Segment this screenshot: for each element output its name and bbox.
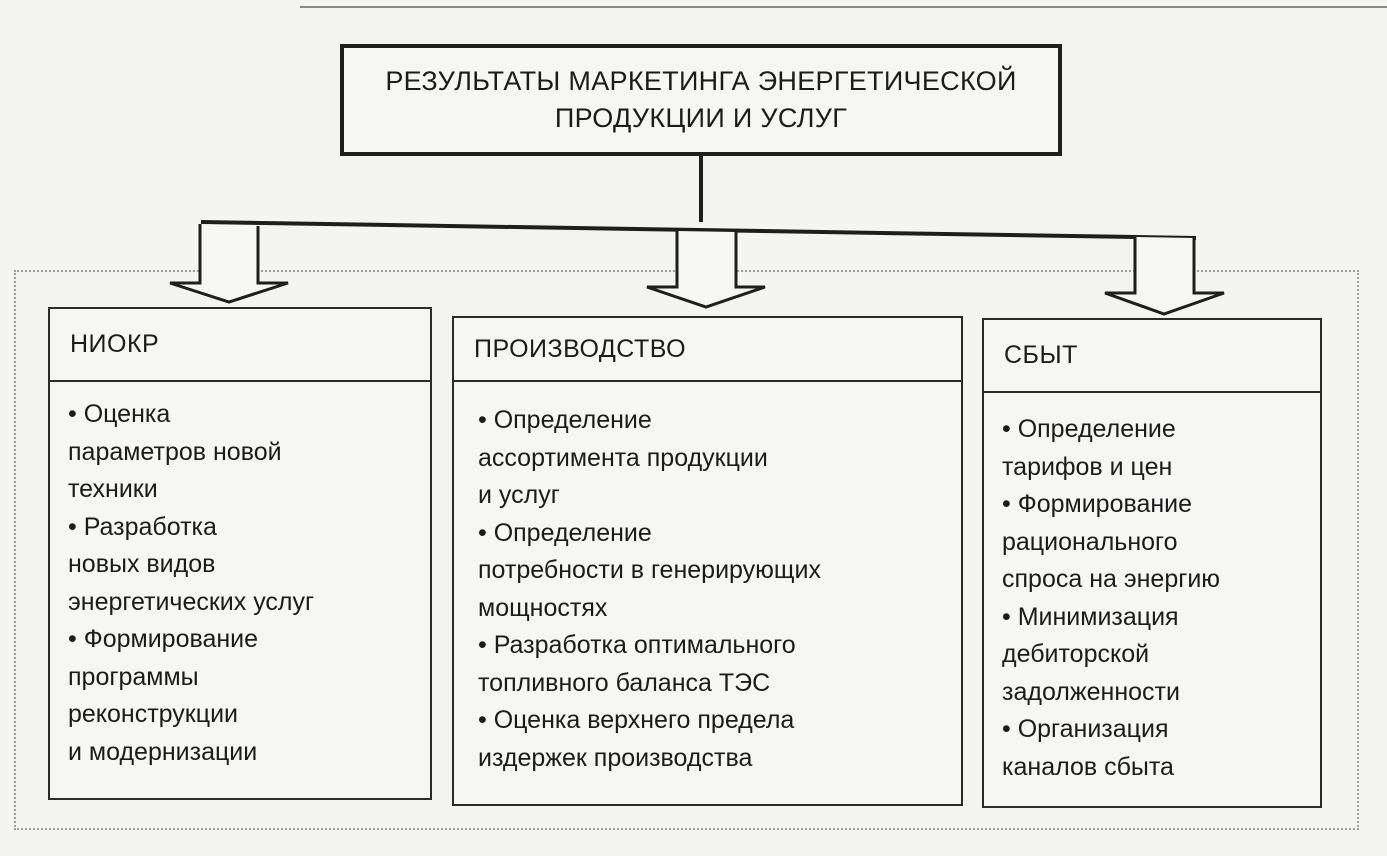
panel-production-list	[454, 382, 961, 777]
title-box	[340, 44, 1062, 156]
panel-sales	[982, 318, 1322, 808]
list-item: • Определение потребности в генерирующих мощностях	[478, 518, 821, 622]
list-item: • Организация каналов сбыта	[1002, 715, 1174, 781]
list-item: • Разработка оптимального топливного баланса ТЭС	[478, 631, 796, 697]
list-item: • Оценка параметров новой техники	[68, 400, 282, 503]
list-item: • Разработка новых видов энергетических услуг	[68, 512, 315, 616]
panel-production	[452, 316, 963, 806]
list-item: • Определение ассортимента продукции и услуг	[478, 406, 768, 509]
panel-sales-list	[984, 393, 1320, 786]
panel-production-heading: ПРОИЗВОДСТВО	[454, 318, 961, 382]
panel-niokr-list	[50, 382, 430, 771]
panel-niokr	[48, 307, 432, 800]
list-item: • Определение тарифов и цен	[1002, 415, 1176, 481]
arrow-niokr	[170, 224, 288, 302]
arrow-production	[647, 231, 765, 307]
arrow-sales	[1105, 237, 1224, 314]
panel-sales-heading: СБЫТ	[984, 320, 1320, 393]
list-item: • Минимизация дебиторской задолженности	[1002, 602, 1180, 706]
list-item: • Формирование рационального спроса на энергию	[1002, 490, 1221, 593]
list-item: • Формирование программы реконструкции и модернизации	[68, 625, 259, 766]
diagram-title: РЕЗУЛЬТАТЫ МАРКЕТИНГА ЭНЕРГЕТИЧЕСКОЙ ПРОДУКЦИИ И УСЛУГ	[385, 66, 1017, 133]
panel-niokr-heading: НИОКР	[50, 309, 430, 382]
list-item: • Оценка верхнего предела издержек производства	[478, 706, 795, 772]
